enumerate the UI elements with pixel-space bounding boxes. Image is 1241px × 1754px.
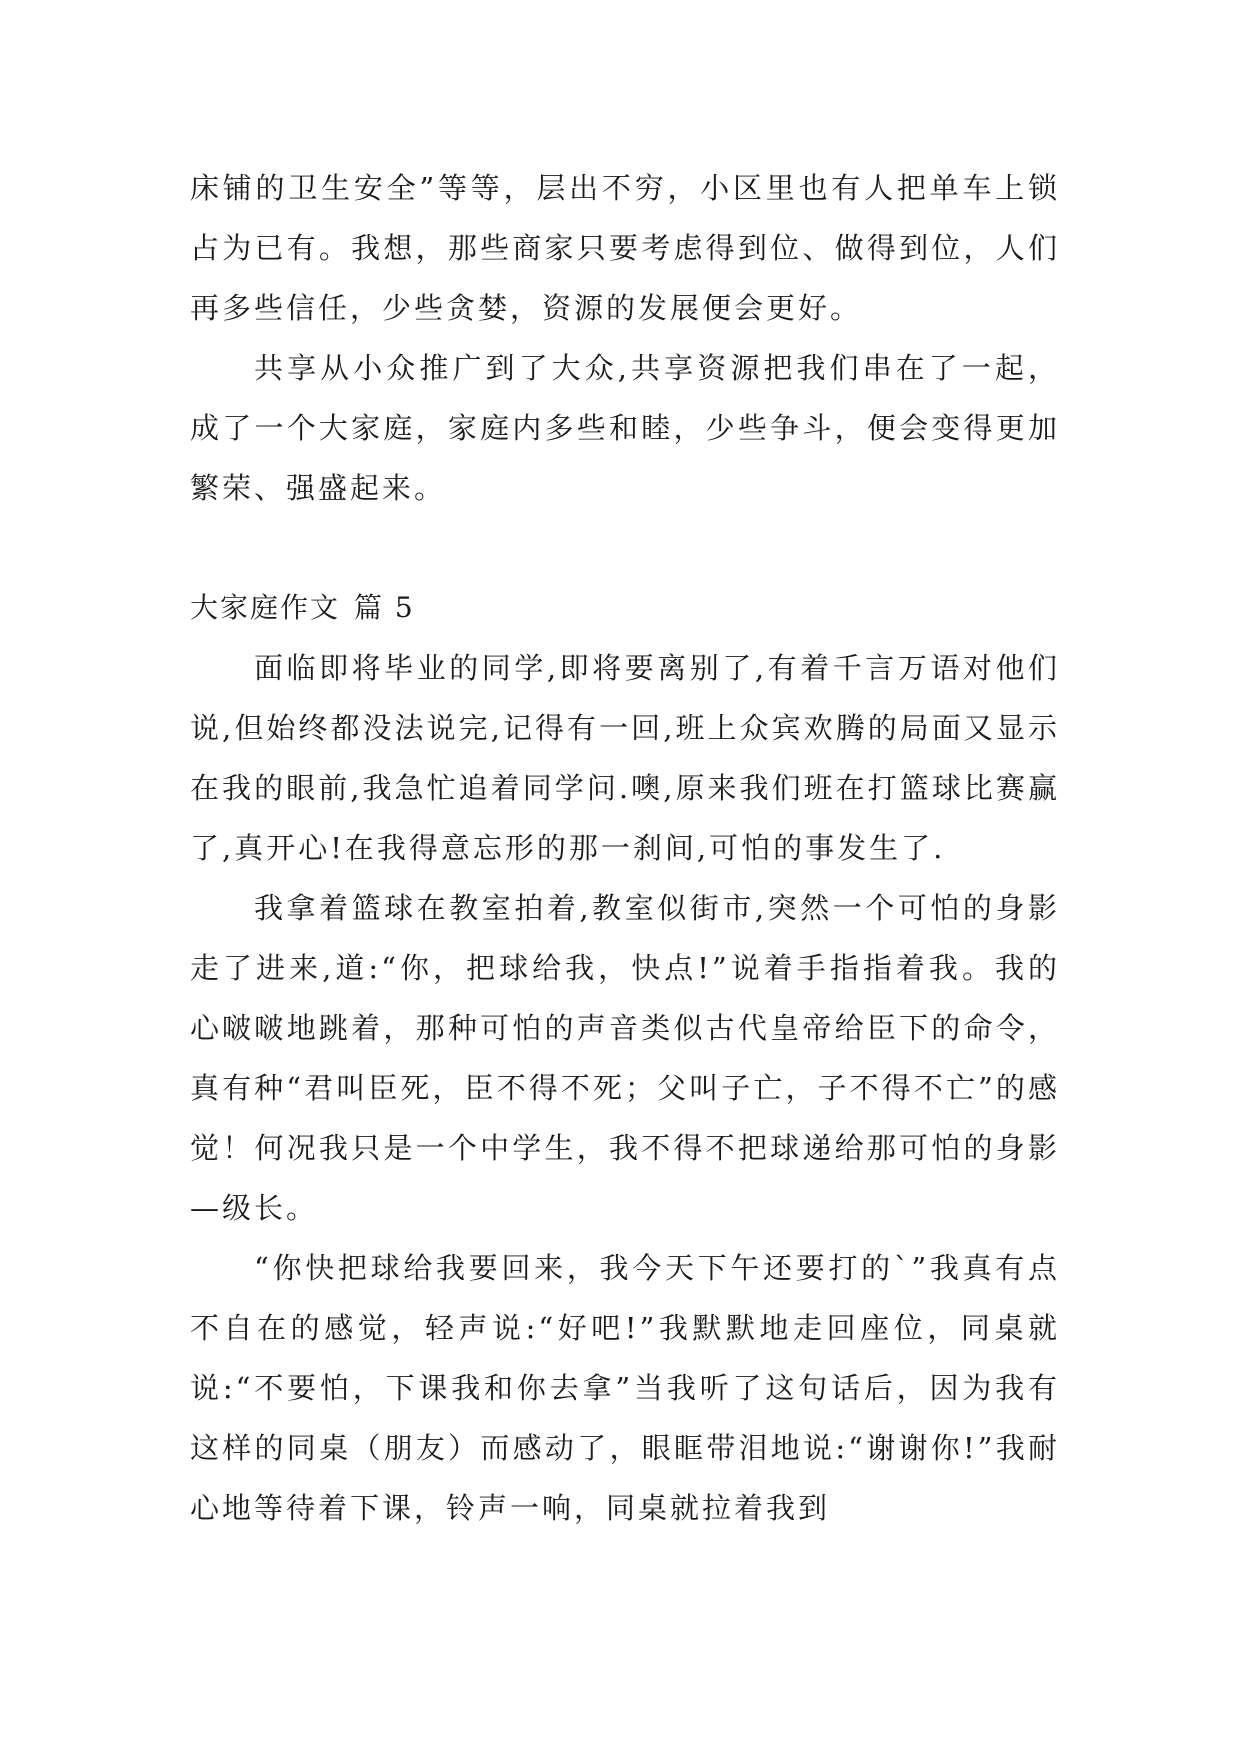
paragraph-deskmate: “你快把球给我要回来，我今天下午还要打的`”我真有点不自在的感觉，轻声说:“好吧!”我默默地走回座位，同桌就说:“不要怕，下课我和你去拿”当我听了这句话后，因为我有这样的同桌（朋友）而感动了，眼眶带泪地说:“谢谢你!”我耐心地等待着下课，铃声一响，同桌就拉着我到 <box>190 1251 1060 1525</box>
section-title: 大家庭作文 <box>190 591 341 624</box>
paragraph-sharing-conclusion: 共享从小众推广到了大众,共享资源把我们串在了一起，成了一个大家庭，家庭内多些和睦，少些争斗，便会变得更加繁荣、强盛起来。 <box>190 351 1060 505</box>
document-body <box>190 158 1060 1538</box>
paragraph-basketball: 我拿着篮球在教室拍着,教室似街市,突然一个可怕的身影走了进来,道:“你，把球给我，快点!”说着手指指着我。我的心啵啵地跳着，那种可怕的声音类似古代皇帝给臣下的命令，真有种“君叫臣死，臣不得不死；父叫子亡，子不得不亡”的感觉！何况我只是一个中学生，我不得不把球递给那可怕的身影—级长。 <box>190 891 1060 1225</box>
paragraph-graduation: 面临即将毕业的同学,即将要离别了,有着千言万语对他们说,但始终都没法说完,记得有一回,班上众宾欢腾的局面又显示在我的眼前,我急忙追着同学问.噢,原来我们班在打篮球比赛赢了,真开心!在我得意忘形的那一刹间,可怕的事发生了. <box>190 651 1060 865</box>
paragraph-continuation: 床铺的卫生安全”等等，层出不穷，小区里也有人把单车上锁占为已有。我想，那些商家只要考虑得到位、做得到位，人们再多些信任，少些贪婪，资源的发展便会更好。 <box>190 171 1060 325</box>
section-heading <box>190 578 1060 638</box>
section-number: 篇 5 <box>354 591 415 624</box>
